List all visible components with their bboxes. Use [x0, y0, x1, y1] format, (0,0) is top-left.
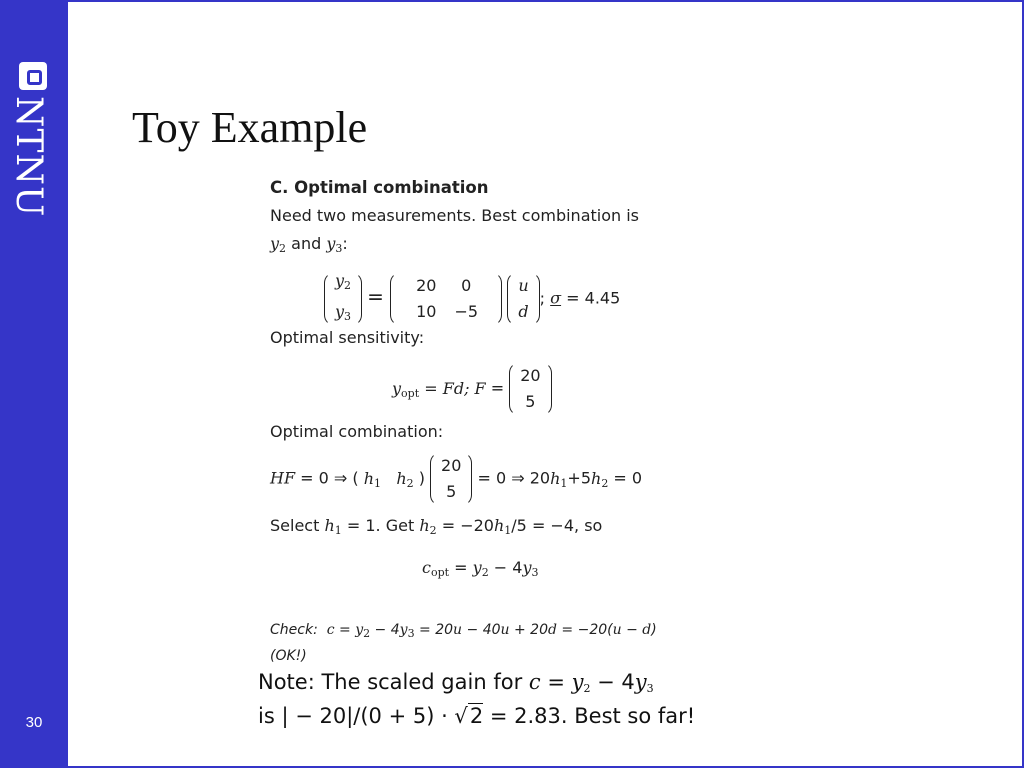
measurement-equation: $y_2$ $y_3 = 20$ 0 10 −5 u d; σ = 4.45: [324, 268, 620, 330]
page-number: 30: [25, 714, 43, 731]
optimal-combination-label: Optimal combination:: [270, 422, 444, 441]
intro-line: Need two measurements. Best combination is: [270, 206, 640, 225]
ntnu-logo-icon: [19, 62, 47, 90]
y2-and-y3-line: $y_2$ and $y_3$:: [270, 234, 348, 255]
check-line: Check: $c = y_2 - 4y_3 = 20u - 40u + 20d = -20(u - d)$: [270, 622, 657, 640]
sigma-value: = 4.45: [566, 288, 621, 308]
combination-equation: HF = 0 ⇒ ( $h_1$ $h_2$ ) 20 5 = 0 ⇒ $20h_1+5h_2 = 0$: [270, 452, 642, 506]
ntnu-logo-text: NTNU: [8, 96, 49, 218]
note-line-1: Note: The scaled gain for $c = y_2 - 4y_3$: [258, 670, 654, 695]
c-opt-equation: $c_{opt} = y_2 - 4y_3$: [422, 558, 539, 579]
section-heading: C. Optimal combination: [270, 178, 489, 197]
select-line: Select $h_1 = 1$. Get $h_2 = -20h_1/5 = -4$, so: [270, 516, 603, 537]
sensitivity-equation: $y_{opt} = Fd$; F = 20 5: [392, 362, 552, 416]
optimal-sensitivity-label: Optimal sensitivity:: [270, 328, 425, 347]
slide-title: Toy Example: [132, 103, 368, 152]
note-line-2: is | − 20|/(0 + 5) · √2 = 2.83. Best so far!: [258, 704, 696, 728]
ok-line: (OK!): [270, 648, 307, 664]
sidebar: [0, 0, 68, 768]
